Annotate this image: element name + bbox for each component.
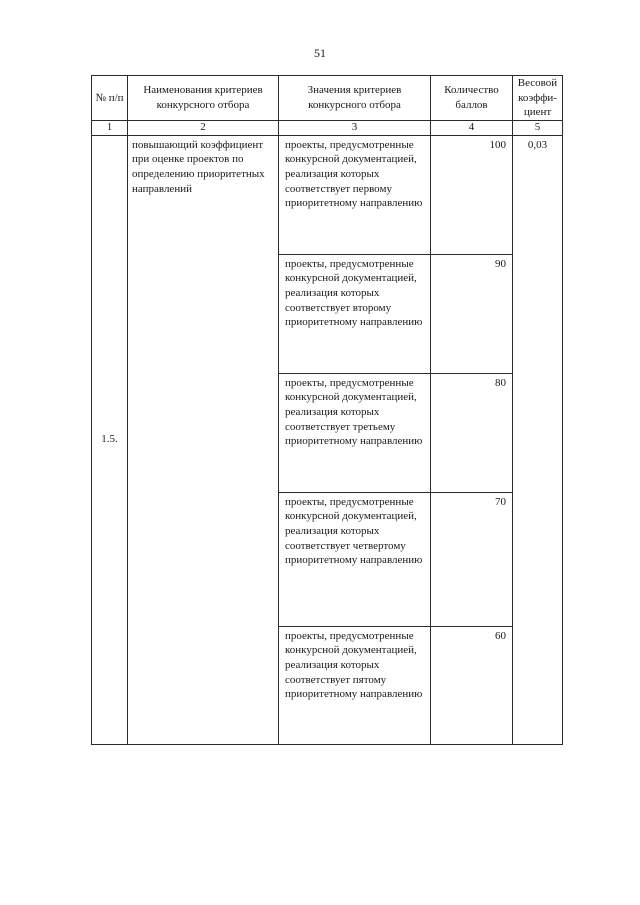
header-number: № п/п [92,76,128,121]
header-criterion-name: Наименования критериев конкурсного отбора [128,76,279,121]
criteria-table [91,75,563,745]
column-number: 5 [513,120,563,135]
page-number: 51 [314,46,326,60]
score-cell: 100 [431,135,513,254]
column-number-row [92,120,563,135]
column-number: 3 [279,120,431,135]
criterion-value: проекты, предусмотренные конкурсной документацией, реализация которых соответствует третьему приоритетному направлению [279,373,431,492]
score-cell: 70 [431,492,513,626]
table-row [92,135,563,254]
criterion-value: проекты, предусмотренные конкурсной документацией, реализация которых соответствует второму приоритетному направлению [279,254,431,373]
criterion-value: проекты, предусмотренные конкурсной документацией, реализация которых соответствует первому приоритетному направлению [279,135,431,254]
weight-cell: 0,03 [513,135,563,744]
row-index: 1.5. [92,135,128,744]
criterion-value: проекты, предусмотренные конкурсной документацией, реализация которых соответствует пятому приоритетному направлению [279,626,431,744]
column-number: 4 [431,120,513,135]
header-weight: Весовой коэффи-циент [513,76,563,121]
column-number: 2 [128,120,279,135]
criterion-value: проекты, предусмотренные конкурсной документацией, реализация которых соответствует четвертому приоритетному направлению [279,492,431,626]
score-cell: 60 [431,626,513,744]
header-score: Количество баллов [431,76,513,121]
header-criterion-values: Значения критериев конкурсного отбора [279,76,431,121]
score-cell: 80 [431,373,513,492]
column-number: 1 [92,120,128,135]
table-header-row [92,76,563,121]
score-cell: 90 [431,254,513,373]
criterion-name: повышающий коэффициент при оценке проектов по определению приоритетных направлений [128,135,279,744]
